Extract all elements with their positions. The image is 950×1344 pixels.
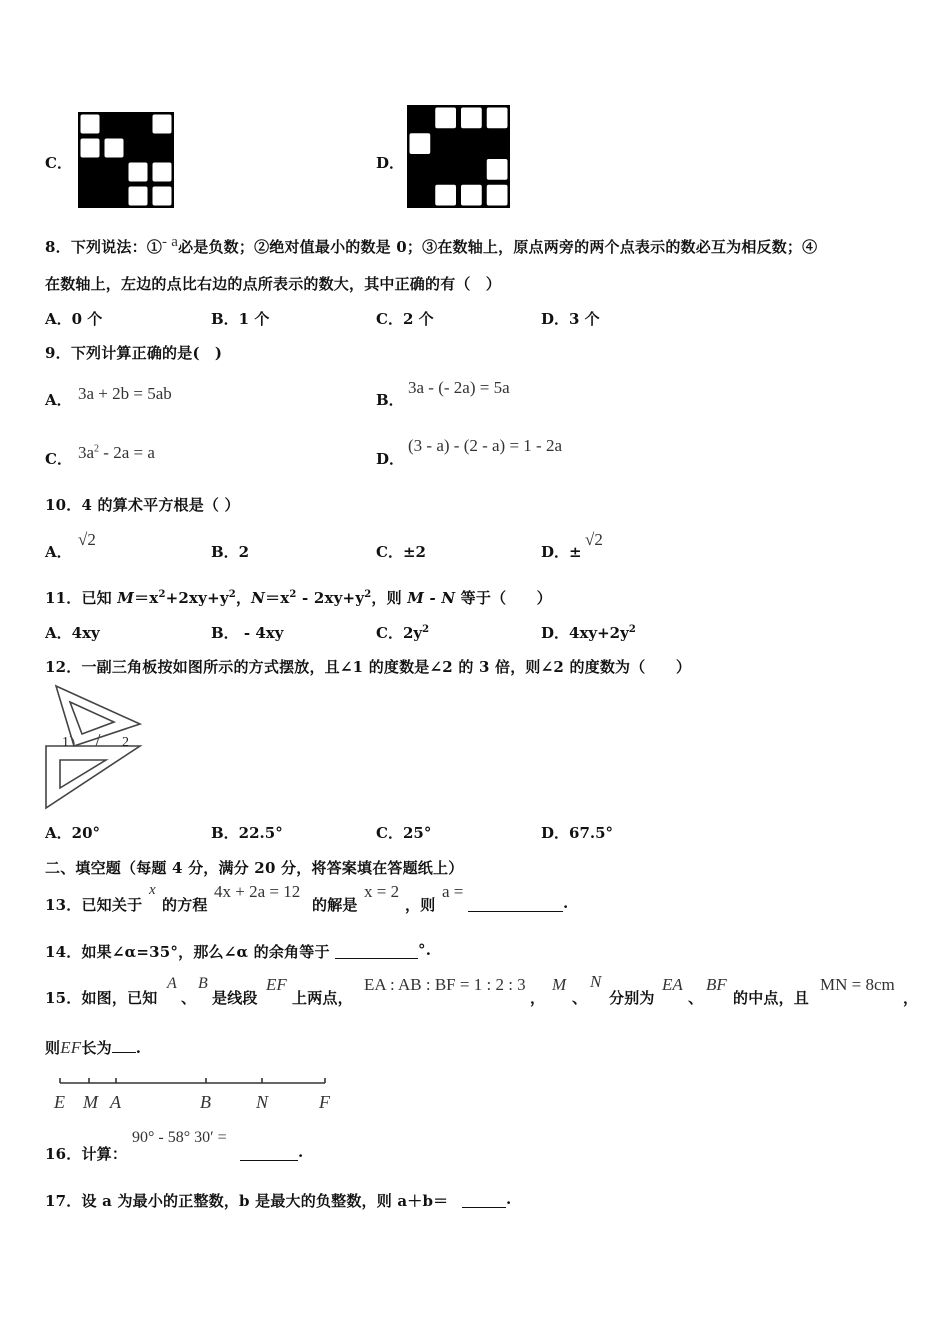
q15-l2-text-b: 长为 (81, 1039, 112, 1057)
grid-white-cell (435, 108, 456, 129)
option-c-label: C． (45, 154, 72, 172)
q15-math-A: A (167, 975, 177, 992)
q13-text-4: ，则 (405, 896, 436, 914)
q11-sup-2: 2 (228, 589, 236, 600)
option-d-label: D． (376, 154, 405, 172)
segment-label-a: A (110, 1092, 121, 1112)
q13-math-equation: 4x + 2a = 12 (214, 882, 301, 901)
q9-option-b-expr: 3a - (- 2a) = 5a (408, 378, 510, 397)
q13-math-x: x (149, 882, 156, 898)
q14-text-1: 14．如果∠α=35°，那么∠α 的余角等于 (45, 943, 330, 961)
q11-t1: 11．已知 (45, 589, 118, 607)
q16-text-2: . (298, 1143, 304, 1161)
q11-d-sup: 2 (628, 624, 636, 635)
segment-label-b: B (200, 1092, 211, 1112)
q8-option-d: D．3 个 (541, 310, 600, 328)
q11-t9: 等于（ ） (455, 589, 552, 607)
q15-text-4: 上两点， (292, 989, 353, 1007)
q13-text-5: . (563, 894, 569, 912)
q9-option-c-label: C． (45, 450, 72, 468)
q15-text-5: ， (530, 989, 546, 1007)
q15-line-2 (45, 1037, 141, 1058)
q9-c-sup: 2 (94, 443, 100, 455)
q15-math-EF: EF (266, 975, 287, 994)
grid-white-cell (153, 115, 172, 134)
segment-label-n: N (256, 1092, 269, 1112)
q8-text-a: 8．下列说法：① (45, 238, 163, 256)
q12-option-b: B．22.5° (211, 824, 283, 842)
q9-c-part1: 3a (78, 443, 95, 462)
q15-math-EA: EA (662, 975, 683, 994)
q10-option-a-label: A． (45, 543, 72, 561)
question-12-stem: 12．一副三角板按如图所示的方式摆放，且∠1 的度数是∠2 的 3 倍，则∠2 的度数为（ ） (45, 658, 692, 676)
q11-t7: ，则 (371, 589, 408, 607)
segment-label-e: E (54, 1092, 65, 1112)
q11-M: M (117, 589, 135, 607)
q11-option-b: B． - 4xy (211, 624, 284, 642)
q15-text-3: 是线段 (212, 989, 258, 1007)
grid-white-cell (81, 115, 100, 134)
segment-label-f: F (319, 1092, 330, 1112)
q15-math-B: B (198, 975, 208, 992)
q8-option-a: A．0 个 (45, 310, 103, 328)
q9-option-b-label: B． (376, 391, 404, 409)
q13-text-2: 的方程 (162, 896, 208, 914)
grid-white-cell (461, 108, 482, 129)
q15-math-N: N (590, 972, 602, 991)
q15-math-BF: BF (706, 975, 727, 994)
section-2-heading: 二、填空题（每题 4 分，满分 20 分，将答案填在答题纸上） (45, 859, 464, 877)
q9-option-d-label: D． (376, 450, 405, 468)
angle-1-label: 1 (62, 735, 69, 750)
q13-text-3: 的解是 (312, 896, 358, 914)
q14-answer-blank (335, 957, 418, 959)
grid-figure-d (407, 105, 512, 209)
q11-t2: ＝x (134, 589, 159, 607)
q15-text-8: 、 (688, 989, 704, 1007)
q11-t3: +2xy+y (165, 589, 229, 607)
q13-text-1: 13．已知关于 (45, 896, 143, 914)
q15-l2-text-c: . (135, 1039, 142, 1057)
grid-white-cell (487, 108, 508, 129)
grid-white-cell (81, 139, 100, 158)
question-10-stem: 10．4 的算术平方根是（ ） (45, 496, 240, 514)
q11-c-sup: 2 (422, 624, 430, 635)
triangle-set-figure (44, 684, 144, 810)
q16-text-1: 16．计算： (45, 1145, 128, 1163)
grid-white-cell (461, 185, 482, 206)
grid-white-cell (435, 185, 456, 206)
q16-math: 90° - 58° 30′ = (132, 1129, 227, 1146)
q11-sup-1: 2 (158, 589, 166, 600)
q9-c-part2: - 2a = a (99, 443, 155, 462)
q10-option-d-sqrt: √2 (585, 530, 603, 549)
grid-white-cell (129, 163, 148, 182)
q11-sup-3: 2 (289, 589, 297, 600)
q17-answer-blank (462, 1206, 506, 1208)
q11-t5: ＝x (265, 589, 290, 607)
segment-label-m: M (83, 1092, 98, 1112)
q17-end: . (506, 1190, 512, 1208)
q9-option-a-expr: 3a + 2b = 5ab (78, 384, 172, 403)
q11-option-c (376, 622, 429, 643)
q8-option-c: C．2 个 (376, 310, 434, 328)
q16-answer-blank (240, 1159, 298, 1161)
question-11-stem (45, 587, 552, 608)
q13-math-solution: x = 2 (364, 882, 400, 901)
q15-math-M: M (552, 975, 567, 994)
q10-option-b: B．2 (211, 543, 250, 561)
q11-M-minus-N: M - N (407, 589, 456, 607)
angle-2-label: 2 (122, 735, 129, 750)
q11-d-text: D．4xy+2y (541, 624, 629, 642)
q11-t6: - 2xy+y (296, 589, 365, 607)
q15-text-2: 、 (181, 989, 197, 1007)
q11-option-a: A．4xy (45, 624, 100, 642)
q14-text-2: °. (418, 941, 432, 959)
grid-figure-c (78, 112, 176, 208)
q15-text-1: 15．如图，已知 (45, 989, 158, 1007)
question-8-line-1 (45, 236, 817, 257)
grid-white-cell (487, 159, 508, 180)
q15-math-MN: MN = 8cm (820, 975, 895, 994)
q15-answer-blank (112, 1051, 136, 1053)
q11-t4: ， (235, 589, 252, 607)
q11-c-text: C．2y (376, 624, 423, 642)
q12-option-c: C．25° (376, 824, 432, 842)
q9-option-d-expr: (3 - a) - (2 - a) = 1 - 2a (408, 436, 563, 455)
grid-white-cell (410, 133, 431, 154)
grid-white-cell (153, 187, 172, 206)
q9-option-a-label: A． (45, 391, 72, 409)
q11-sup-4: 2 (364, 589, 372, 600)
q13-answer-blank (468, 910, 563, 912)
q17-text: 17．设 a 为最小的正整数，b 是最大的负整数，则 a＋b＝ (45, 1192, 449, 1210)
q9-option-c-expr (78, 443, 155, 463)
q12-option-d: D．67.5° (541, 824, 614, 842)
grid-white-cell (153, 163, 172, 182)
q15-text-10: ， (903, 989, 919, 1007)
grid-white-cell (105, 139, 124, 158)
question-8-line-2: 在数轴上，左边的点比右边的点所表示的数大，其中正确的有（ ） (45, 275, 502, 293)
q15-math-ratio: EA : AB : BF = 1 : 2 : 3 (364, 975, 526, 994)
q10-option-a-sqrt: √2 (78, 530, 96, 549)
grid-white-cell (129, 187, 148, 206)
q10-option-d-label: D．± (541, 543, 582, 561)
q15-text-6: 、 (572, 989, 588, 1007)
q8-text-b: 必是负数；②绝对值最小的数是 0；③在数轴上，原点两旁的两个点表示的数必互为相反数；④ (178, 238, 818, 256)
q15-l2-text-a: 则 (45, 1039, 61, 1057)
grid-white-cell (487, 185, 508, 206)
question-9-stem: 9．下列计算正确的是( ) (45, 344, 223, 362)
q15-text-7: 分别为 (609, 989, 655, 1007)
q13-math-a: a = (442, 882, 464, 901)
q11-N: N (251, 589, 266, 607)
q11-option-d (541, 622, 636, 643)
q12-option-a: A．20° (45, 824, 101, 842)
q15-text-9: 的中点，且 (733, 989, 810, 1007)
q15-l2-math-EF: EF (60, 1038, 82, 1057)
q10-option-c: C．±2 (376, 543, 426, 561)
q8-math-neg-a: - a (162, 234, 179, 250)
q8-option-b: B．1 个 (211, 310, 270, 328)
segment-figure (52, 1074, 332, 1114)
